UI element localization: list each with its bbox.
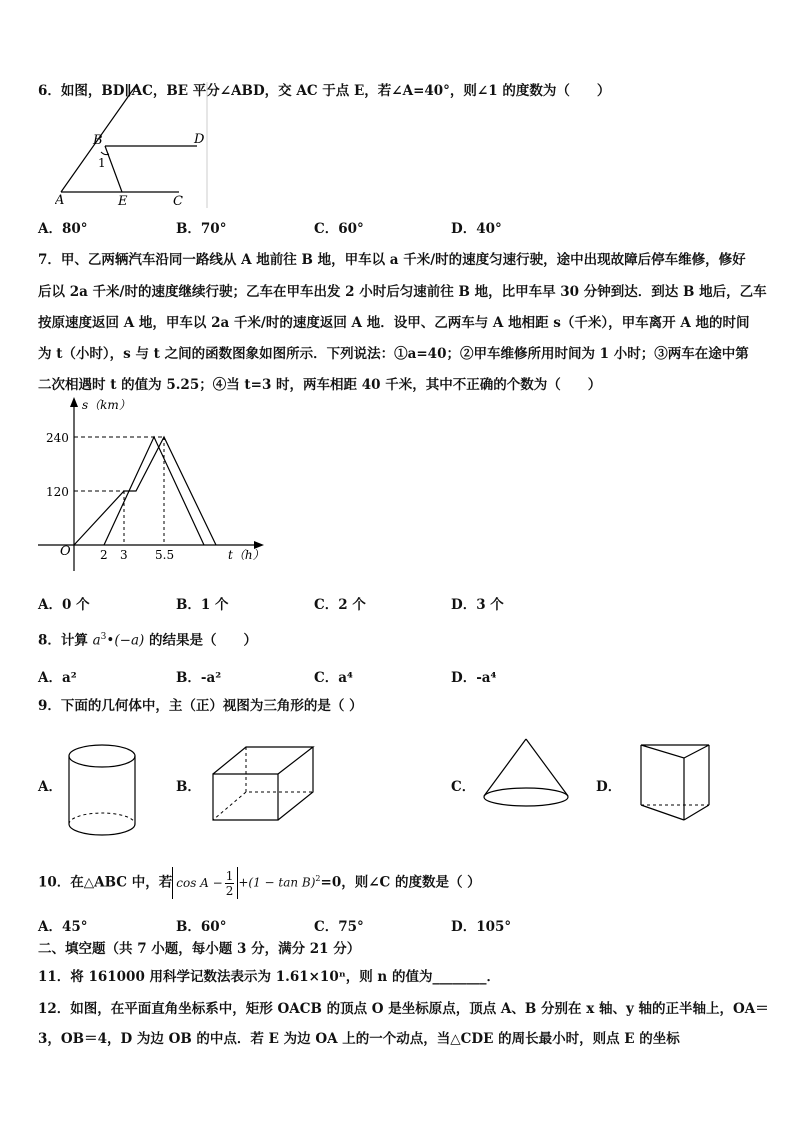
q10-cos: cos A − <box>176 876 223 890</box>
q6-figure <box>55 82 210 210</box>
y-axis-arrow <box>70 397 78 407</box>
q10-tan-exp: 2 <box>315 874 321 883</box>
q8-expr-rest: •(−a) <box>106 632 145 649</box>
q10-frac-num: 1 <box>225 869 234 883</box>
q8-expr-a: a <box>92 632 101 649</box>
question-7-line-2: 后以 2a 千米/时的速度继续行驶；乙车在甲车出发 2 小时后匀速前往 B 地，比甲车早 30 分钟到达．到达 B 地后，乙车 <box>38 284 767 300</box>
q7-option-b[interactable]: B．1 个 <box>176 597 229 613</box>
triangular-prism-figure[interactable] <box>636 740 714 826</box>
question-7-line-3: 按原速度返回 A 地，甲车以 2a 千米/时的速度返回 A 地．设甲、乙两车与 A 地相距 s（千米），甲车离开 A 地的时间 <box>38 315 750 331</box>
q7-option-d[interactable]: D．3 个 <box>451 597 504 613</box>
question-7-line-4: 为 t（小时），s 与 t 之间的函数图象如图所示．下列说法：①a=40；②甲车维修所用时间为 1 小时；③两车在途中第 <box>38 346 749 362</box>
q9-option-c-label[interactable]: C． <box>451 779 476 795</box>
q10-option-c[interactable]: C．75° <box>314 919 364 935</box>
cone-figure[interactable] <box>480 736 572 810</box>
q6-option-a[interactable]: A．80° <box>38 221 88 237</box>
label-c: C <box>173 194 183 209</box>
origin-label: O <box>60 544 71 559</box>
q8-suffix: 的结果是（ ） <box>148 632 257 649</box>
q8-expr-exp: 3 <box>100 632 107 642</box>
cuboid-figure[interactable] <box>210 744 342 824</box>
label-a: A <box>55 193 65 208</box>
question-11-text: 11．将 161000 用科学记数法表示为 1.61×10ⁿ，则 n 的值为________． <box>38 969 500 985</box>
question-6-text: 6．如图，BD∥AC，BE 平分∠ABD，交 AC 于点 E，若∠A=40°，则∠1 的度数为（ ） <box>38 83 611 99</box>
q10-prefix: 10．在△ABC 中，若 <box>38 874 173 891</box>
line-be <box>105 146 122 192</box>
q10-fraction <box>225 869 235 898</box>
question-10-text <box>38 862 481 896</box>
q7-graph <box>38 395 270 587</box>
question-12-line-2: 3，OB＝4，D 为边 OB 的中点．若 E 为边 OA 上的一个动点，当△CDE 的周长最小时，则点 E 的坐标 <box>38 1031 680 1047</box>
q10-option-a[interactable]: A．45° <box>38 919 88 935</box>
q6-option-d[interactable]: D．40° <box>451 221 502 237</box>
q10-option-b[interactable]: B．60° <box>176 919 227 935</box>
q9-option-a-label[interactable]: A． <box>38 779 62 795</box>
q8-prefix: 8．计算 <box>38 632 88 649</box>
q10-suffix: =0，则∠C 的度数是（ ） <box>320 874 481 891</box>
x-tick-2: 2 <box>100 548 108 562</box>
question-12-line-1: 12．如图，在平面直角坐标系中，矩形 OACB 的顶点 O 是坐标原点，顶点 A、B 分别在 x 轴、y 轴的正半轴上，OA＝ <box>38 1001 769 1017</box>
q8-option-b[interactable]: B．-a² <box>176 670 222 686</box>
q7-option-c[interactable]: C．2 个 <box>314 597 366 613</box>
label-1: 1 <box>98 156 106 170</box>
q7-option-a[interactable]: A．0 个 <box>38 597 90 613</box>
section-2-heading: 二、填空题（共 7 小题，每小题 3 分，满分 21 分） <box>38 941 361 957</box>
question-7-line-5: 二次相遇时 t 的值为 5.25；④当 t=3 时，两车相距 40 千米，其中不正确的个数为（ ） <box>38 377 602 393</box>
q8-option-c[interactable]: C．a⁴ <box>314 670 353 686</box>
y-tick-240: 240 <box>46 431 69 445</box>
x-tick-5-5: 5.5 <box>155 548 175 562</box>
q8-option-a[interactable]: A．a² <box>38 670 77 686</box>
question-9-text: 9．下面的几何体中，主（正）视图为三角形的是（ ） <box>38 698 363 714</box>
q6-option-b[interactable]: B．70° <box>176 221 227 237</box>
q10-option-d[interactable]: D．105° <box>451 919 512 935</box>
y-axis-label: s（km） <box>82 398 131 412</box>
label-b: B <box>93 133 103 148</box>
q10-frac-den: 2 <box>225 884 234 898</box>
question-8-text <box>38 628 257 650</box>
q9-option-b-label[interactable]: B． <box>176 779 201 795</box>
x-axis-label: t（h） <box>228 548 265 562</box>
q6-option-c[interactable]: C．60° <box>314 221 364 237</box>
label-d: D <box>194 132 205 147</box>
x-tick-3: 3 <box>120 548 128 562</box>
q10-abs-expression <box>172 867 238 899</box>
label-e: E <box>118 194 128 209</box>
q10-tan: +(1 − tan B) <box>238 875 316 890</box>
y-tick-120: 120 <box>46 485 69 499</box>
q8-option-d[interactable]: D．-a⁴ <box>451 670 497 686</box>
q9-option-d-label[interactable]: D． <box>596 779 622 795</box>
cylinder-figure[interactable] <box>66 742 142 840</box>
question-7-line-1: 7．甲、乙两辆汽车沿同一路线从 A 地前往 B 地，甲车以 a 千米/时的速度匀速行驶，途中出现故障后停车维修，修好 <box>38 252 746 268</box>
